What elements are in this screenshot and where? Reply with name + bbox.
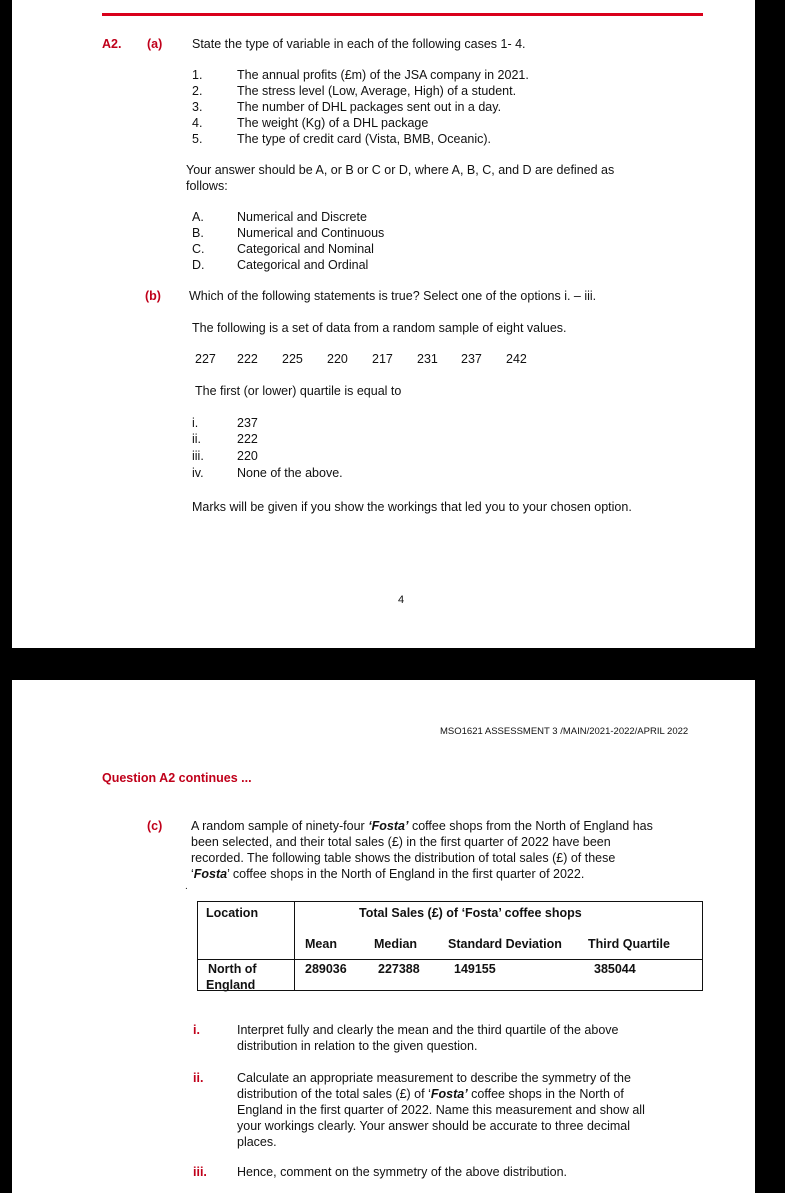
- exam-page-2: [12, 680, 755, 1193]
- data-value: 222: [237, 352, 258, 366]
- subq-line: distribution in relation to the given question.: [237, 1039, 478, 1053]
- exam-page-1: [12, 0, 755, 648]
- case-text: The weight (Kg) of a DHL package: [237, 116, 429, 130]
- option-text: Categorical and Ordinal: [237, 258, 369, 272]
- option-letter: A.: [192, 210, 204, 224]
- page-number: 4: [398, 594, 405, 606]
- part-a-label: (a): [147, 37, 163, 51]
- quartile-prompt: The first (or lower) quartile is equal to: [195, 384, 402, 398]
- subq-line: Calculate an appropriate measurement to describe the symmetry of the: [237, 1071, 631, 1085]
- std-dev-value: 149155: [454, 962, 496, 976]
- option-letter: B.: [192, 226, 204, 240]
- mc-option-text: 237: [237, 416, 258, 430]
- data-value: 227: [195, 352, 216, 366]
- header-rule: [102, 13, 703, 16]
- case-number: 1.: [192, 68, 203, 82]
- mean-value: 289036: [305, 962, 347, 976]
- median-value: 227388: [378, 962, 420, 976]
- brand-name: Fosta’: [430, 1087, 468, 1101]
- part-c-line: recorded. The following table shows the distribution of total sales (£) of these: [191, 851, 616, 865]
- case-number: 5.: [192, 132, 203, 146]
- data-intro: The following is a set of data from a random sample of eight values.: [192, 321, 567, 335]
- location-header: Location: [206, 906, 259, 920]
- subq-line: Hence, comment on the symmetry of the above distribution.: [237, 1165, 568, 1179]
- data-value: 217: [372, 352, 393, 366]
- subq-line: places.: [237, 1135, 277, 1149]
- subq-line: Interpret fully and clearly the mean and the third quartile of the above: [237, 1023, 619, 1037]
- option-text: Numerical and Continuous: [237, 226, 385, 240]
- part-c-line: [191, 867, 584, 882]
- text-span: A random sample of ninety-four: [191, 819, 369, 833]
- values-cell: [295, 960, 703, 991]
- third-quartile-value: 385044: [594, 962, 636, 976]
- part-c-line: [191, 819, 653, 834]
- sales-header: Total Sales (£) of ‘Fosta’ coffee shops: [359, 906, 582, 920]
- case-text: The stress level (Low, Average, High) of a student.: [237, 84, 517, 98]
- data-value: 237: [461, 352, 482, 366]
- location-header-cell: [198, 902, 295, 960]
- question-number: A2.: [102, 37, 122, 51]
- data-value: 220: [327, 352, 348, 366]
- option-text: Categorical and Nominal: [237, 242, 374, 256]
- mc-option-number: i.: [192, 416, 199, 430]
- stray-dot: .: [185, 881, 188, 892]
- row-label-cell: [198, 960, 295, 991]
- brand-name: ‘Fosta’: [368, 819, 409, 833]
- part-c-label: (c): [147, 819, 163, 833]
- case-text: The type of credit card (Vista, BMB, Oceanic).: [237, 132, 492, 146]
- continues-heading: Question A2 continues ...: [102, 771, 252, 785]
- row-label: England: [206, 978, 256, 992]
- case-number: 3.: [192, 100, 203, 114]
- mc-option-number: iv.: [192, 466, 204, 480]
- subq-line: [237, 1087, 624, 1102]
- brand-name: Fosta: [193, 867, 228, 881]
- case-number: 2.: [192, 84, 203, 98]
- column-header: Third Quartile: [588, 937, 670, 951]
- part-b-question: Which of the following statements is true? Select one of the options i. – iii.: [189, 289, 597, 303]
- case-text: The annual profits (£m) of the JSA company in 2021.: [237, 68, 529, 82]
- column-header: Standard Deviation: [448, 937, 562, 951]
- text-span: ’ coffee shops in the North of England in the first quarter of 2022.: [227, 867, 585, 881]
- subq-iii-number: iii.: [193, 1165, 207, 1179]
- mc-option-text: 220: [237, 449, 258, 463]
- text-span: coffee shops in the North of: [467, 1087, 624, 1101]
- part-c-line: been selected, and their total sales (£) in the first quarter of 2022 have been: [191, 835, 611, 849]
- sales-table: [197, 901, 703, 991]
- column-header: Mean: [305, 937, 337, 951]
- marks-note: Marks will be given if you show the workings that led you to your chosen option.: [192, 500, 632, 514]
- mc-option-text: 222: [237, 432, 258, 446]
- part-b-label: (b): [145, 289, 161, 303]
- answer-instruction: Your answer should be A, or B or C or D, where A, B, C, and D are defined as: [186, 163, 615, 177]
- text-span: ‘: [191, 867, 194, 881]
- page-header: MSO1621 ASSESSMENT 3 /MAIN/2021-2022/APRIL 2022: [440, 726, 689, 737]
- mc-option-number: iii.: [192, 449, 204, 463]
- option-letter: D.: [192, 258, 205, 272]
- row-label: North of: [208, 962, 257, 976]
- part-a-instruction: State the type of variable in each of the following cases 1- 4.: [192, 37, 526, 51]
- text-span: coffee shops from the North of England has: [408, 819, 653, 833]
- case-text: The number of DHL packages sent out in a day.: [237, 100, 502, 114]
- data-value: 231: [417, 352, 438, 366]
- sales-header-cell: [295, 902, 703, 960]
- mc-option-number: ii.: [192, 432, 202, 446]
- option-letter: C.: [192, 242, 205, 256]
- data-value: 242: [506, 352, 527, 366]
- data-values-row: [12, 352, 755, 368]
- subq-i-number: i.: [193, 1023, 200, 1037]
- subq-line: your workings clearly. Your answer should be accurate to three decimal: [237, 1119, 631, 1133]
- option-text: Numerical and Discrete: [237, 210, 367, 224]
- subq-line: England in the first quarter of 2022. Name this measurement and show all: [237, 1103, 645, 1117]
- column-header: Median: [374, 937, 418, 951]
- case-number: 4.: [192, 116, 203, 130]
- subq-ii-number: ii.: [193, 1071, 204, 1085]
- answer-instruction: follows:: [186, 179, 228, 193]
- data-value: 225: [282, 352, 303, 366]
- mc-option-text: None of the above.: [237, 466, 343, 480]
- text-span: distribution of the total sales (£) of ‘: [237, 1087, 431, 1101]
